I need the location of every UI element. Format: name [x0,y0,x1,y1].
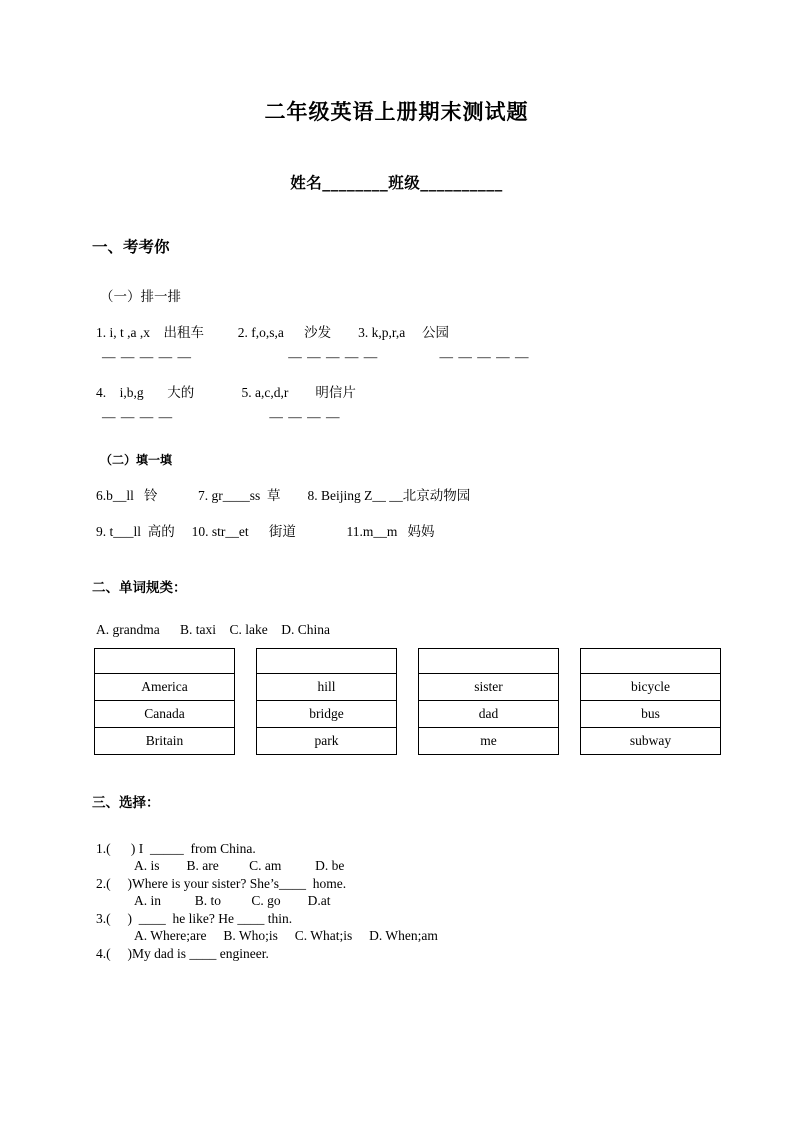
section-heading-two: 二、单词规类： [92,580,187,596]
word-table-4 [580,648,721,755]
word-cell-header[interactable] [419,649,559,674]
word-cell: hill [257,674,397,701]
choice-options-3[interactable]: A. Where;are B. Who;is C. What;is D. When;am [134,928,438,943]
section-heading-one: 一、考考你 [92,238,170,256]
part-a-row-1-blanks: — — — — — — — — — — — — — — — [102,349,530,364]
word-cell: dad [419,701,559,728]
word-cell: bus [581,701,721,728]
word-classification-tables [94,648,721,755]
word-cell-header[interactable] [581,649,721,674]
word-cell: Britain [95,728,235,755]
word-cell: me [419,728,559,755]
page-title: 二年级英语上册期末测试题 [264,100,529,124]
part-b-row-2: 9. t___ll 高的 10. str__et 街道 11.m__m 妈妈 [96,524,435,539]
section-one-part-b-label: （二）填一填 [100,453,173,467]
part-b-row-1: 6.b__ll 铃 7. gr____ss 草 8. Beijing Z__ __北京动物园 [96,488,471,503]
word-cell: sister [419,674,559,701]
word-cell: bridge [257,701,397,728]
word-cell: subway [581,728,721,755]
part-a-row-2: 4. i,b,g 大的 5. a,c,d,r 明信片 [96,385,356,400]
word-cell: Canada [95,701,235,728]
word-cell: America [95,674,235,701]
choice-options-2[interactable]: A. in B. to C. go D.at [134,893,331,908]
choice-question-4: 4.( )My dad is ____ engineer. [96,946,269,961]
choice-options-1[interactable]: A. is B. are C. am D. be [134,858,345,873]
choice-question-2: 2.( )Where is your sister? She’s____ home. [96,876,347,891]
word-table-2 [256,648,397,755]
part-a-row-1: 1. i, t ,a ,x 出租车 2. f,o,s,a 沙发 3. k,p,r,a 公园 [96,325,450,340]
word-table-1 [94,648,235,755]
word-cell-header[interactable] [95,649,235,674]
word-cell: park [257,728,397,755]
choice-question-1: 1.( ) I _____ from China. [96,841,256,856]
choice-question-3: 3.( ) ____ he like? He ____ thin. [96,911,293,926]
word-table-3 [418,648,559,755]
word-cell-header[interactable] [257,649,397,674]
part-a-row-2-blanks: — — — — — — — — [102,409,341,424]
name-class-line: 姓名________班级__________ [290,174,503,192]
multiple-choice-list [96,841,721,962]
section-two-choices: A. grandma B. taxi C. lake D. China [96,622,330,637]
section-heading-three: 三、选择： [92,795,160,811]
word-cell: bicycle [581,674,721,701]
section-one-part-a-label: （一）排一排 [100,289,181,304]
